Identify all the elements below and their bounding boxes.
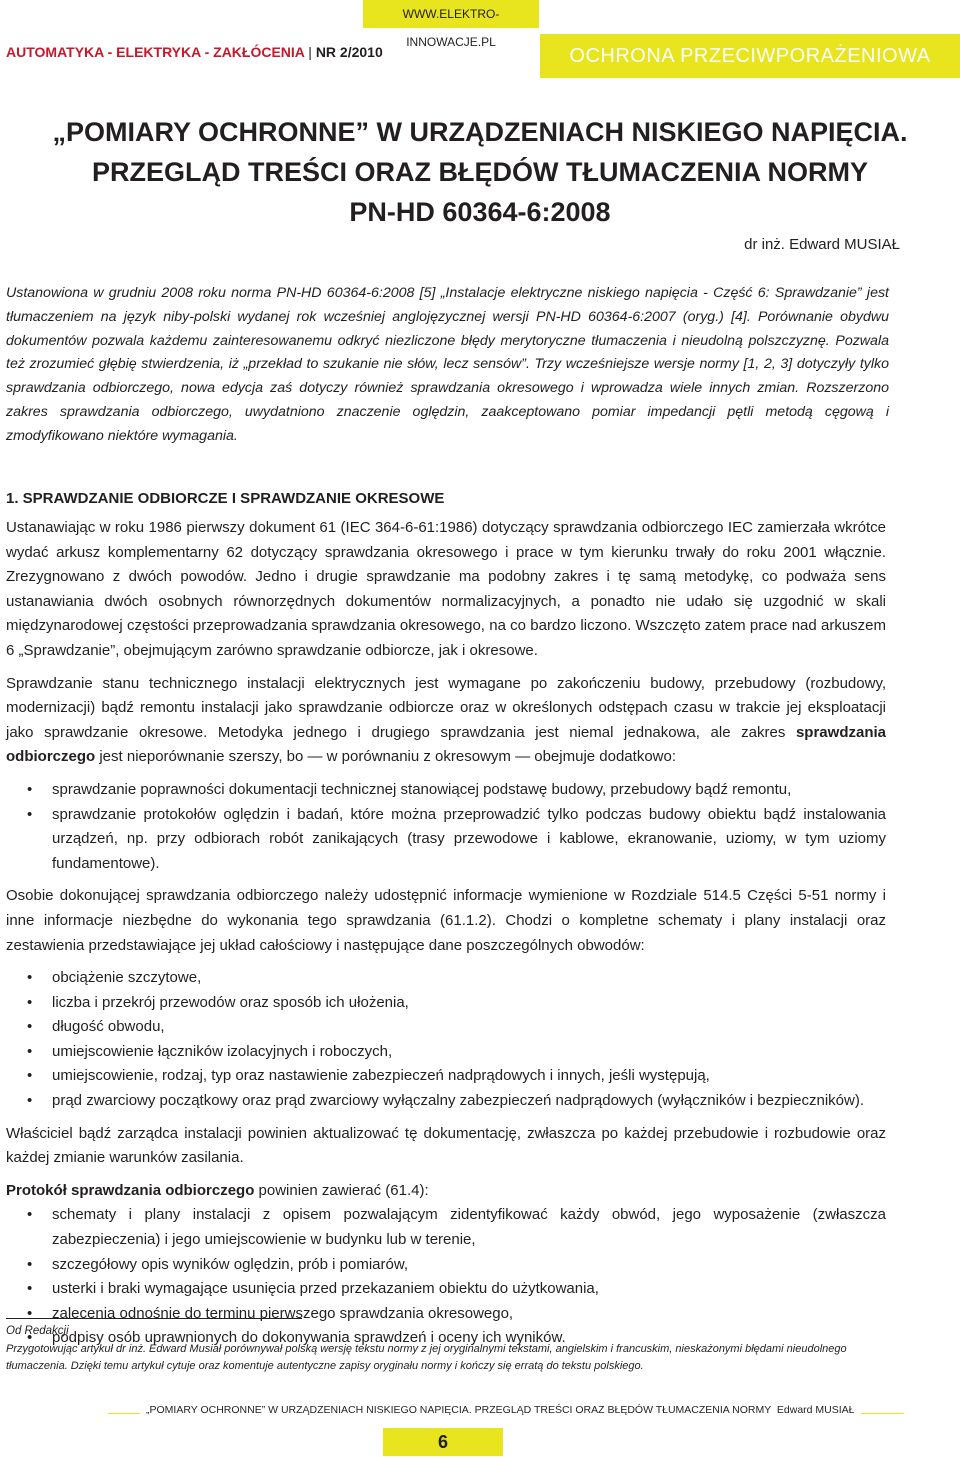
list-item: • liczba i przekrój przewodów oraz sposób ich ułożenia, [6,991,886,1016]
article-title [0,112,960,232]
body-paragraph: Protokół sprawdzania odbiorczego powinien zawierać (61.4): [6,1181,429,1199]
article-lead [6,282,889,449]
list-item: • umiejscowienie łączników izolacyjnych i roboczych, [6,1040,886,1065]
publication-name: AUTOMATYKA - ELEKTRYKA - ZAKŁÓCENIA [6,44,305,60]
list-item: • zalecenia odnośnie do terminu pierwszego sprawdzania okresowego, [6,1302,886,1327]
bullet-list [6,1203,886,1351]
editorial-note-text: Przygotowując artykuł dr inż. Edward Musiał porównywał polską wersję tekstu normy z jej oryginalnymi tekstami, angielskim i francuskim, nieskażonymi błędami nieudolnego tłumaczenia. Dzięki temu artykuł cytuje oraz komentuje autentyczne zapisy oryginału normy i kończy się erratą do tekstu polskiego. [6,1343,847,1372]
body-paragraph: Ustanawiając w roku 1986 pierwszy dokument 61 (IEC 364-6-61:1986) dotyczący sprawdzania odbiorczego IEC zamierzała wkrótce wydać arkusz komplementarny 62 dotyczący sprawdzania okresowego i prace w tym kierunku trwały do roku 2001 włącznie. Zrezygnowano z dwóch powodów. Jedno i drugie sprawdzanie ma podobny zakres i tę samą metodykę, co podważa sens ustanawiania dwóch osobnych równorzędnych dokumentów normalizacyjnych, a ponadto nie udało się uzgodnić w skali międzynarodowej częstości przeprowadzania sprawdzania okresowego, na co bardzo liczono. Wszczęto zatem prace nad arkuszem 6 „Sprawdzanie”, obejmującym zarówno sprawdzanie odbiorcze, jak i okresowe. [6,519,886,659]
section-banner: OCHRONA PRZECIWPORAŻENIOWA [540,34,960,78]
bullet-list [6,966,886,1114]
website-url[interactable]: WWW.ELEKTRO-INNOWACJE.PL [363,0,539,28]
article-body [6,516,886,1359]
list-item: • usterki i braki wymagające usunięcia przed przekazaniem obiektu do użytkowania, [6,1277,886,1302]
list-item: • umiejscowienie, rodzaj, typ oraz nastawienie zabezpieczeń nadprądowych i innych, jeśli występują, [6,1064,886,1089]
running-author: Edward MUSIAŁ [776,1404,855,1416]
list-item: • szczegółowy opis wyników oględzin, prób i pomiarów, [6,1253,886,1278]
body-paragraph: Sprawdzanie stanu technicznego instalacji elektrycznych jest wymagane po zakończeniu budowy, przebudowy (rozbudowy, modernizacji) bądź remontu instalacji jako sprawdzanie odbiorcze oraz w określonych odstępach czasu w trakcie jej eksploatacji jako sprawdzanie okresowe. Metodyka jednego i drugiego sprawdzania jest niemal jednakowa, ale zakres sprawdzania odbiorczego jest nieporównanie szerszy, bo — w porównaniu z okresowym — obejmuje dodatkowo: [6,674,886,766]
title-line: PN-HD 60364-6:2008 [349,197,611,227]
list-item: • obciążenie szczytowe, [6,966,886,991]
body-paragraph: Właściciel bądź zarządca instalacji powinien aktualizować tę dokumentację, zwłaszcza po każdej przebudowie i rozbudowie oraz każdej zmianie warunków zasilania. [6,1124,886,1167]
bullet-list [6,778,886,876]
title-separator: | [308,44,312,60]
lead-paragraph: Ustanowiona w grudniu 2008 roku norma PN-HD 60364-6:2008 [5] „Instalacje elektryczne niskiego napięcia - Część 6: Sprawdzanie” jest tłumaczeniem na język niby-polski wydanej rok wcześniej anglojęzycznej wersji PN-HD 60364-6:2007 (oryg.) [4]. Porównanie obydwu dokumentów pozwala każdemu zainteresowanemu odkryć niezliczone błędy merytoryczne tłumaczenia i nieudolną polszczyznę. Pozwala też zrozumieć głębię stwierdzenia, iż „przekład to szukanie nie słów, lecz sensów”. Trzy wcześniejsze wersje normy [1, 2, 3] dotyczyły tylko sprawdzania odbiorczego, nowa edycja zaś dotyczy również sprawdzania okresowego i wprowadza wiele innych zmian. Rozszerzono zakres sprawdzania odbiorczego, uwydatniono znaczenie oględzin, zaakceptowano pomiar impedancji pętli metodą cęgową i zmodyfikowano niektóre wymagania. [6,285,889,444]
body-paragraph: Osobie dokonującej sprawdzania odbiorczego należy udostępnić informacje wymienione w Rozdziale 514.5 Części 5-51 normy i inne informacje niezbędne do wykonania tego sprawdzania (61.1.2). Chodzi o kompletne schematy i plany instalacji oraz zestawienia przedstawiające jej układ całościowy i następujące dane poszczególnych obwodów: [6,887,886,954]
list-item: • prąd zwarciowy początkowy oraz prąd zwarciowy wyłączalny zabezpieczeń nadprądowych (wyłączników i bezpieczników). [6,1089,886,1114]
list-item: • długość obwodu, [6,1015,886,1040]
list-item: • sprawdzanie protokołów oględzin i badań, które można przeprowadzić tylko podczas budowy obiektu bądź instalowania urządzeń, np. przy odbiorach robót zanikających (trasy przewodowe i kablowe, ekranowanie, uziomy, w tym uziomy fundamentowe). [6,803,886,877]
emphasis: sprawdzania odbiorczego [6,723,886,766]
title-line: „POMIARY OCHRONNE” W URZĄDZENIACH NISKIEGO NAPIĘCIA. [52,117,908,147]
running-title: „POMIARY OCHRONNE” W URZĄDZENIACH NISKIEGO NAPIĘCIA. PRZEGLĄD TREŚCI ORAZ BŁĘDÓW TŁUMACZENIA NORMY [146,1404,772,1416]
list-item: • schematy i plany instalacji z opisem pozwalającym zidentyfikować każdy obwód, jego wyposażenie (zwłaszcza zabezpieczenia) i jego umiejscowienie w budynku lub w terenie, [6,1203,886,1252]
list-item: • sprawdzanie poprawności dokumentacji technicznej stanowiącej podstawę budowy, przebudowy bądź remontu, [6,778,886,803]
section-heading: 1. SPRAWDZANIE ODBIORCZE I SPRAWDZANIE OKRESOWE [6,490,445,507]
title-line: PRZEGLĄD TREŚCI ORAZ BŁĘDÓW TŁUMACZENIA NORMY [92,157,868,187]
page-number: 6 [383,1428,503,1456]
emphasis: Protokół sprawdzania odbiorczego [6,1181,255,1199]
running-footer [140,1404,861,1416]
publication-title [6,44,383,60]
editorial-note-label: Od Redakcji [6,1325,69,1337]
issue-number: NR 2/2010 [315,44,383,60]
author-name: dr inż. Edward MUSIAŁ [744,236,900,253]
list-item: • podpisy osób uprawnionych do dokonywania sprawdzeń i oceny ich wyników. [6,1326,886,1351]
note-divider [6,1318,302,1319]
